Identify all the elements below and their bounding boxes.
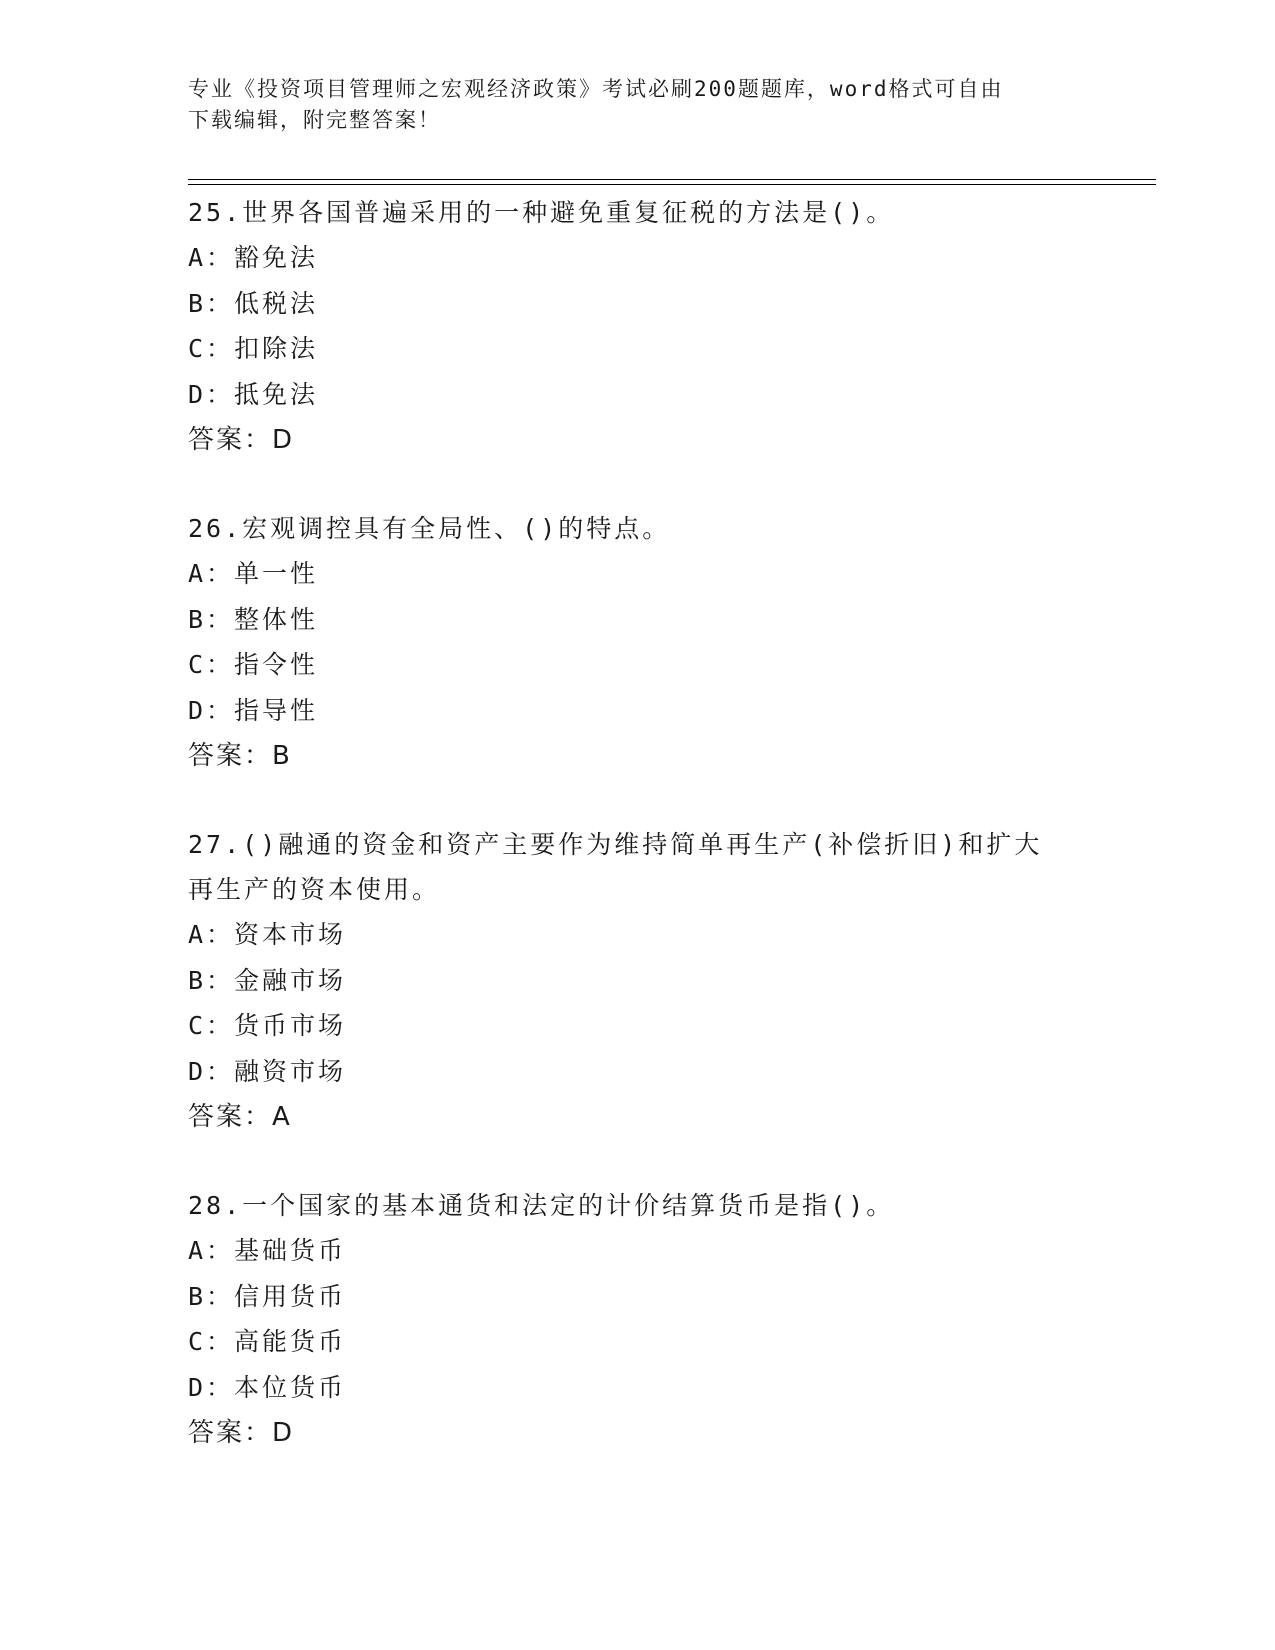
header-line-2: 下载编辑，附完整答案！	[188, 108, 441, 132]
header-line-1: 专业《投资项目管理师之宏观经济政策》考试必刷200题题库，word格式可自由	[188, 77, 1004, 101]
option-c: C：高能货币	[188, 1327, 347, 1356]
option-b: B：低税法	[188, 288, 319, 318]
question-text: 28.一个国家的基本通货和法定的计价结算货币是指()。	[188, 1191, 895, 1220]
question-25	[188, 190, 1088, 463]
question-text: 25.世界各国普遍采用的一种避免重复征税的方法是()。	[188, 198, 895, 227]
question-list	[188, 190, 1088, 1499]
option-a: A：资本市场	[188, 920, 347, 949]
header-rule-top	[188, 179, 1156, 180]
option-c: C：指令性	[188, 650, 319, 679]
document-header	[188, 74, 1088, 136]
answer: 答案：D	[188, 1418, 295, 1448]
answer: 答案：D	[188, 425, 295, 455]
option-c: C：货币市场	[188, 1011, 347, 1040]
question-text: 27.()融通的资金和资产主要作为维持简单再生产(补偿折旧)和扩大再生产的资本使用。	[188, 830, 1043, 904]
option-b: B：整体性	[188, 604, 319, 634]
question-28	[188, 1183, 1088, 1456]
option-d: D：抵免法	[188, 379, 319, 409]
option-b: B：信用货币	[188, 1281, 347, 1311]
option-a: A：单一性	[188, 559, 319, 588]
option-a: A：基础货币	[188, 1236, 347, 1265]
option-a: A：豁免法	[188, 243, 319, 272]
option-c: C：扣除法	[188, 334, 319, 363]
question-26	[188, 506, 1088, 779]
option-d: D：本位货币	[188, 1372, 347, 1402]
answer: 答案：A	[188, 1102, 292, 1132]
question-27	[188, 822, 1088, 1140]
question-text: 26.宏观调控具有全局性、()的特点。	[188, 514, 671, 543]
answer: 答案：B	[188, 741, 292, 771]
option-d: D：融资市场	[188, 1056, 347, 1086]
header-rule-bottom	[188, 184, 1156, 185]
option-d: D：指导性	[188, 695, 319, 725]
option-b: B：金融市场	[188, 965, 347, 995]
